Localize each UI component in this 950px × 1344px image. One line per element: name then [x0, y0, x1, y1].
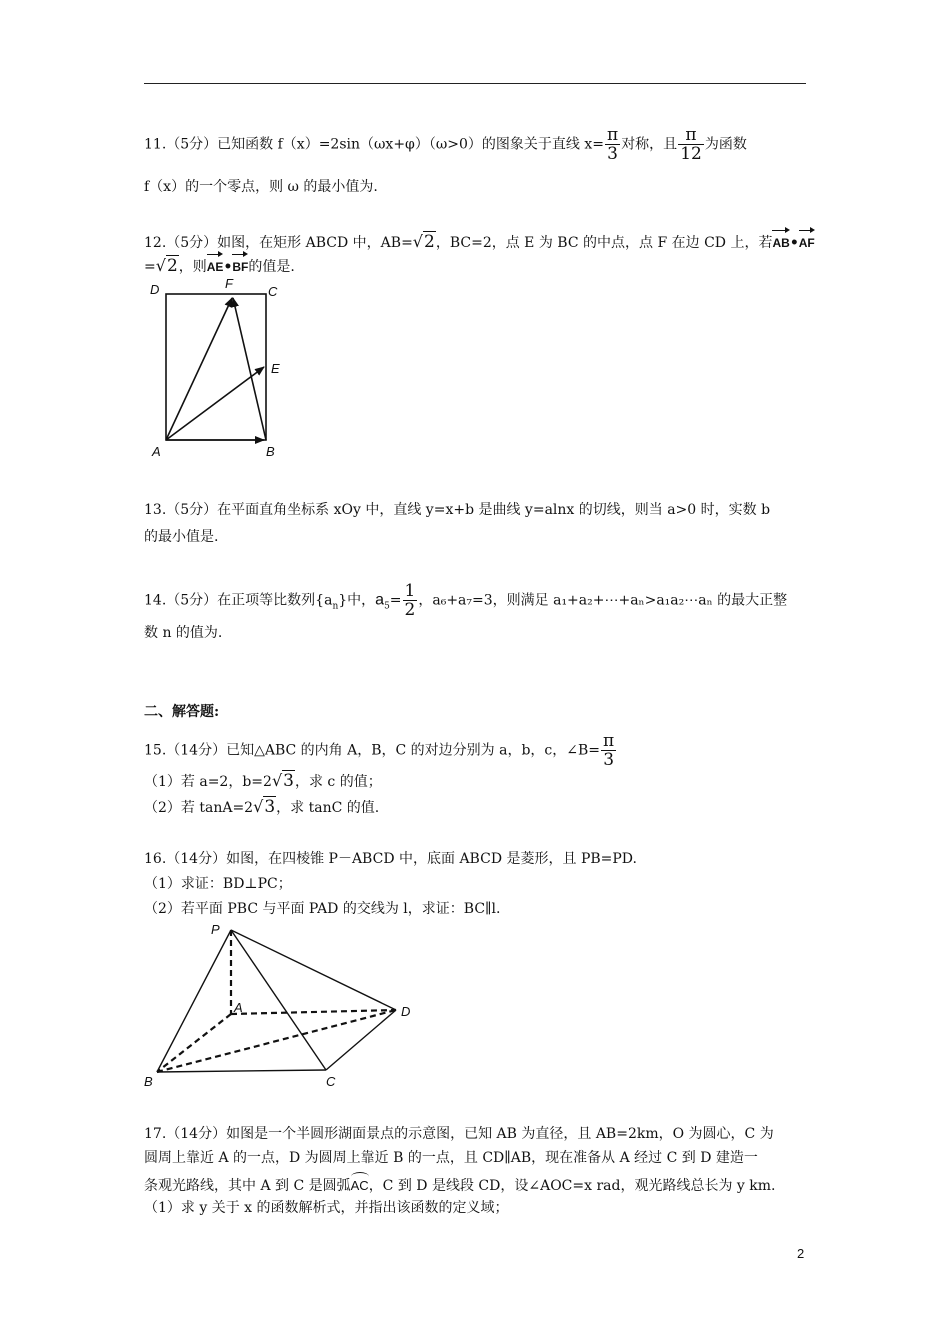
- label-a: A: [152, 444, 161, 459]
- label-d: D: [401, 1004, 411, 1019]
- vector-af: AF: [799, 228, 815, 253]
- sqrt: √3: [271, 771, 294, 791]
- fraction: $\frac{\pi}{12}$: [680, 125, 702, 164]
- vector-ab: AB: [772, 228, 789, 253]
- q12-line1: 12.（5分）如图，在矩形 ABCD 中，AB=√2，BC=2，点 E 为 BC 的中点，点 F 在边 CD 上，若AB•AF: [144, 228, 815, 253]
- label-p: P: [211, 922, 220, 937]
- label-b: B: [266, 444, 275, 459]
- q17-line2: 圆周上靠近 A 的一点，D 为圆周上靠近 B 的一点，且 CD∥AB，现在准备从 A 经过 C 到 D 建造一: [144, 1150, 758, 1166]
- header-rule: [144, 83, 806, 84]
- vector-bf: BF: [232, 252, 248, 277]
- q15-line1: 15.（14分）已知△ABC 的内角 A，B，C 的对边分别为 a，b，c，∠B= $\frac{\pi}{3}$: [144, 731, 615, 770]
- vector-af-line: [166, 298, 232, 440]
- edge-bc: [157, 1070, 326, 1072]
- sqrt: √3: [253, 797, 276, 817]
- q13-line2: 的最小值是.: [144, 529, 219, 545]
- label-d: D: [150, 282, 160, 297]
- rectangle-figure: [144, 274, 294, 464]
- q14-line2: 数 n 的值为.: [144, 625, 223, 641]
- q16-line1: 16.（14分）如图，在四棱锥 P－ABCD 中，底面 ABCD 是菱形，且 PB=PD.: [144, 851, 637, 867]
- q16-line2: （1）求证：BD⊥PC；: [144, 876, 292, 892]
- fraction: $\frac{1}{2}$: [404, 581, 416, 620]
- section-heading: 二、解答题:: [144, 704, 220, 720]
- q15-line2: （1）若 a=2，b=2√3，求 c 的值；: [144, 771, 382, 791]
- q11-line1: 11.（5分）已知函数 f（x）=2sin（ωx+φ）（ω>0）的图象关于直线 x= $\frac{\pi}{3}$ 对称，且 $\frac{\pi}{12}$ 为函数: [144, 125, 747, 164]
- fraction: $\frac{\pi}{3}$: [607, 125, 619, 164]
- page-number: 2: [797, 1246, 805, 1261]
- label-f: F: [225, 276, 233, 291]
- pyramid-figure: [140, 918, 430, 1090]
- q17-line3: 条观光路线，其中 A 到 C 是圆弧AC，C 到 D 是线段 CD，设∠AOC=x rad，观光路线总长为 y km.: [144, 1172, 776, 1196]
- edge-pb: [157, 930, 231, 1072]
- edge-ad: [231, 1010, 396, 1014]
- q15-line3: （2）若 tanA=2√3，求 tanC 的值.: [144, 797, 380, 817]
- sqrt: √2: [412, 232, 435, 252]
- q12-line2: =√2，则AE•BF的值是.: [144, 252, 295, 277]
- vector-ae: AE: [207, 252, 224, 277]
- q13-line1: 13.（5分）在平面直角坐标系 xOy 中，直线 y=x+b 是曲线 y=alnx 的切线，则当 a>0 时，实数 b: [144, 502, 771, 518]
- label-b: B: [144, 1074, 153, 1089]
- q11-line2: f（x）的一个零点，则 ω 的最小值为.: [144, 179, 378, 195]
- edge-pd: [231, 930, 396, 1010]
- vector-ae-line: [166, 367, 264, 440]
- q14-line1: 14.（5分）在正项等比数列$\{a_n\}$中，$a_5=$ $\frac{1}{2}$ ，a₆+a₇=3，则满足 a₁+a₂+⋯+aₙ>a₁a₂⋯aₙ 的最大正整: [144, 581, 788, 620]
- q17-line1: 17.（14分）如图是一个半圆形湖面景点的示意图，已知 AB 为直径，且 AB=2km，O 为圆心，C 为: [144, 1126, 774, 1142]
- label-c: C: [268, 284, 278, 299]
- rect-abcd: [166, 294, 266, 440]
- label-e: E: [271, 361, 280, 376]
- label-c: C: [326, 1074, 336, 1089]
- label-a: A: [234, 1000, 243, 1015]
- sqrt: √2: [155, 256, 178, 276]
- q16-line3: （2）若平面 PBC 与平面 PAD 的交线为 l，求证：BC∥l.: [144, 901, 501, 917]
- q17-line4: （1）求 y 关于 x 的函数解析式，并指出该函数的定义域；: [144, 1200, 509, 1216]
- edge-ab: [157, 1014, 231, 1072]
- arc-ac: AC: [351, 1172, 369, 1196]
- fraction: $\frac{\pi}{3}$: [603, 731, 615, 770]
